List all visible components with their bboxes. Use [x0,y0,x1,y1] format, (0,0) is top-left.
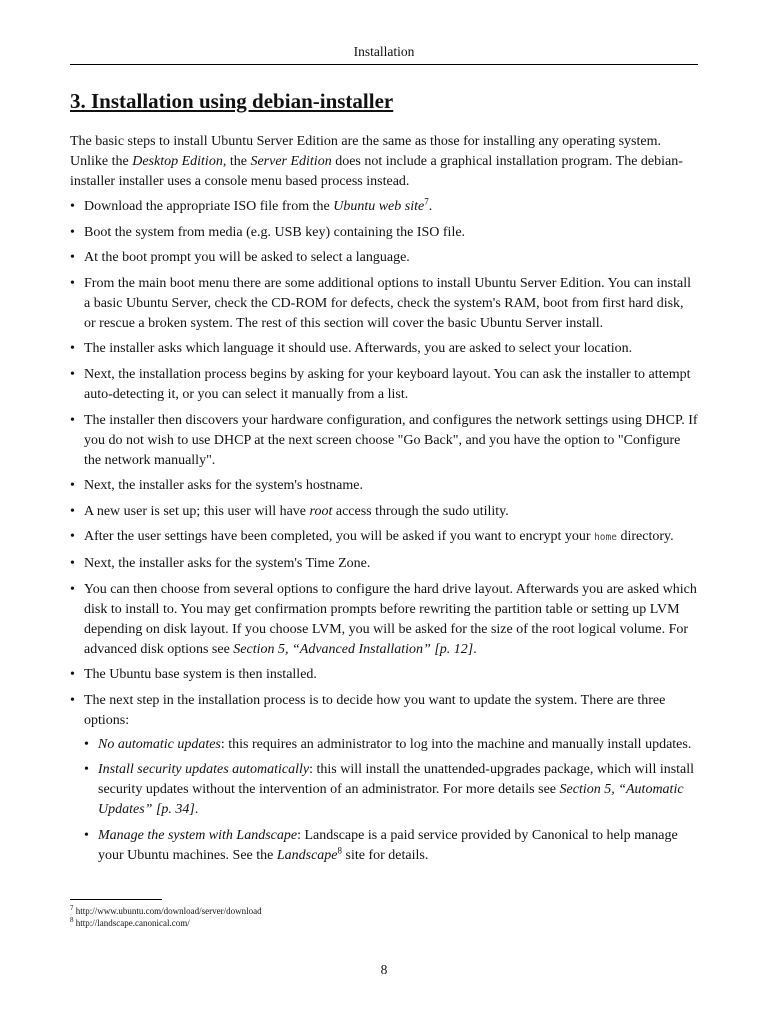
step-disk-layout [70,580,698,660]
automatic-updates-link[interactable]: Section 5, “Automatic Updates” [p. 34] [98,782,684,818]
step-text: The Ubuntu base system is then installed. [84,667,317,683]
footnote-8 [70,917,262,929]
step-download-iso [70,197,698,217]
step-text: Next, the installer asks for the system's hostname. [84,478,363,494]
running-header: Installation [353,44,415,59]
step-text: Next, the installation process begins by asking for your keyboard layout. You can ask the installer to attempt auto-detecting it, or you can select it manually from a list. [84,366,691,402]
update-options-list [84,735,698,866]
footnote-number: 8 [70,916,74,924]
intro-paragraph [70,132,698,192]
step-text: A new user is set up; this user will have [84,503,310,519]
step-keyboard-layout [70,365,698,405]
intro-text-2: , the [222,154,251,169]
footnotes [70,905,262,929]
step-base-system [70,665,698,685]
advanced-installation-link[interactable]: Section 5, “Advanced Installation” [p. 12] [233,641,474,657]
footnote-url[interactable]: http://www.ubuntu.com/download/server/download [75,906,262,916]
step-network [70,411,698,471]
footnote-rule [70,899,162,900]
option-title: No automatic updates [98,736,221,752]
footnote-7 [70,905,262,917]
option-title: Manage the system with Landscape [98,827,298,843]
ubuntu-web-site-link[interactable]: Ubuntu web site [333,199,425,214]
intro-text-1: The basic steps to install Ubuntu Server Edition are the same as those for installing any operating system. Unlike the [70,134,661,169]
step-updates [70,691,698,866]
landscape-link[interactable]: Landscape [276,847,338,863]
step-text: After the user settings have been completed, you will be asked if you want to encrypt your [84,529,595,545]
intro-text-3: does not include a graphical installation program. The debian-installer installer uses a console menu based process instead. [70,154,683,189]
option-text: : Landscape is a paid service provided by Canonical to help manage your Ubuntu machines. See the [98,827,678,863]
step-text: You can then choose from several options to configure the hard drive layout. Afterwards you are asked which disk to install to. You may get confirmation prompts before rewriting the partition table or setting up LVM depending on disk layout. If you choose LVM, you will be asked for the size of the root logical volume. For advanced disk options see [84,581,697,657]
step-text: . [473,641,477,657]
step-text: access through the sudo utility. [332,503,509,519]
option-title: Install security updates automatically [98,762,310,778]
step-text: directory. [616,529,674,545]
main-content [70,132,698,872]
footnote-number: 7 [70,904,74,912]
desktop-edition-term: Desktop Edition [132,154,223,169]
step-text: The installer asks which language it should use. Afterwards, you are asked to select your location. [84,341,633,357]
step-text: The installer then discovers your hardware configuration, and configures the network settings using DHCP. If you do not wish to use DHCP at the next screen choose "Go Back", and you have the option to "Configure the network manually". [84,412,698,468]
step-encrypt-home [70,527,698,548]
home-code: home [594,532,617,544]
section-title: 3. Installation using debian-installer [70,89,394,113]
step-boot-media [70,223,698,243]
footnote-url[interactable]: http://landscape.canonical.com/ [75,918,190,928]
step-text: At the boot prompt you will be asked to select a language. [84,250,410,266]
step-hostname [70,476,698,496]
step-time-zone [70,554,698,574]
step-new-user [70,502,698,522]
step-select-language [70,248,698,268]
option-no-automatic-updates [84,735,698,755]
step-text: The next step in the installation process is to decide how you want to update the system. There are three options: [84,692,666,728]
step-boot-menu [70,274,698,334]
option-landscape [84,826,698,866]
step-text: Download the appropriate ISO file from the [84,199,334,214]
step-text: From the main boot menu there are some additional options to install Ubuntu Server Edition. You can install a basic Ubuntu Server, check the CD-ROM for defects, check the system's RAM, boot from first hard disk, or rescue a broken system. The rest of this section will cover the basic Ubuntu Server install. [84,275,691,331]
header-rule [70,64,698,65]
footnote-ref-7[interactable]: 7 [424,196,429,207]
option-security-updates [84,760,698,820]
option-text: : this will install the unattended-upgrades package, which will install security updates without the intervention of an administrator. For more details see [98,762,695,798]
server-edition-term: Server Edition [250,154,332,169]
option-text: . [194,802,199,818]
step-text: . [428,199,433,214]
install-steps-list [70,197,698,866]
option-text: site for details. [342,847,429,863]
root-term: root [309,503,333,519]
step-text: Boot the system from media (e.g. USB key) containing the ISO file. [84,224,466,240]
step-text: Next, the installer asks for the system's Time Zone. [84,555,371,571]
page-number: 8 [380,962,388,977]
option-text: : this requires an administrator to log into the machine and manually install updates. [220,736,692,752]
step-language-location [70,339,698,359]
footnote-ref-8[interactable]: 8 [337,845,343,856]
